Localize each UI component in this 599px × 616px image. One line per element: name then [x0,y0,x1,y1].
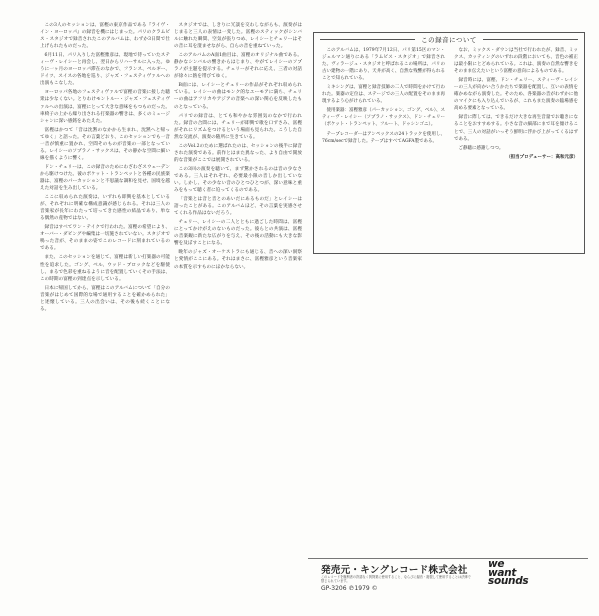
liner-notes-column-2 [174,22,302,577]
info-paragraph: 録音に際しては、できるだけ大きな再生音量でお聴きになることをおすすめする。小さな音の細部にまで耳を傾けることで、三人の対話がいっそう鮮明に浮かび上がってくるはずである。 [454,115,578,142]
paragraph: 6月11日、パリ入りした富樫雅彦は、現地で待っていたスティーヴ・レイシーと再会し、翌日からリハーサルに入った。ゆうに一ヶ月のヨーロッパ滞在のなかで、フランス、ベルギー、ドイツ、スイスの各地を巡り、ジャズ・フェスティヴァルへの出演もこなした。 [40,53,170,87]
paragraph: 晩年のジャズ・オーケストラにも通じる、音への深い洞察と愛情がここにある。それはまさに、富樫雅彦という音楽家の本質を示すものにほかならない。 [174,250,302,270]
publisher-name: 発売元・キングレコード株式会社 [321,565,468,576]
liner-notes-column-1 [40,22,170,577]
catalog-number: GP-3206 ℗1979 © [321,585,378,592]
info-paragraph: このアルバムは、1979年7月12日、パリ第15区のマン・ジェルマン通りにある「ラムビス・スタジオ」で録音された。ヴィラージュ・スタジオと呼ばれるこの場所は、パリの古い建物の一階にあり、天井が高く、自然な残響が得られることで知られている。 [322,48,445,82]
paragraph: このVol.2のために選ばれたのは、セッションの後半に録音された演奏である。前作とはまた異なった、より自由で開放的な音楽がここでは展開されている。 [174,143,302,163]
label-logo [488,560,548,586]
header-rule-left [320,39,415,40]
recording-info-left-column [322,47,445,247]
paragraph: B面には、レイシーとチェリーの作品がそれぞれ収められている。レイシーの曲はモンク的なユーモアに満ち、チェリーの曲はアフリカやアジアの音楽への深い関心を反映したものとなっている。 [174,83,302,110]
logo-line-2: want [488,566,517,579]
paragraph: チェリー、レイシーの二人とともに過ごした時間は、富樫にとってかけがえのないものだった。彼らとの共演は、富樫の音楽観に新たな広がりを与え、その後の活動にも大きな影響を及ぼすことになる。 [174,220,302,247]
paragraph: パリでの録音は、とても和やかな雰囲気のなかで行われた。録音の合間には、チェリーが即興で歌を口ずさみ、富樫がそれにリズムをつけるという場面も見られた。こうした自然な交流が、演奏の随所に生きている。 [174,113,302,140]
info-paragraph: ご静聴に感謝しつつ。 [458,145,504,151]
paragraph: このアルバムのA面1曲目は、富樫のオリジナル曲である。静かなシンバルの響きからはじまり、やがてレイシーのソプラノが主題を提示する。チェリーがそれに応え、三者の対話が徐々に熱を帯びてゆく。 [174,53,302,80]
footer-divider [308,558,588,559]
paragraph: この3人のセッションは、富樫の東京作品である『ライヴ・イン・ヨーロッパ』の録音を機にはじまった。パリのクラムビス・スタジオで録音されたこのアルバムは、わずか3日間で仕上げられたものだった。 [40,23,170,50]
legal-notice: このレコードを権利者の許諾なく賃貸業に使用すること、ならびに録音・複製して使用することは法律で禁じられています。 [321,575,471,583]
info-paragraph: テープレコーダーはアンペックスの24トラックを使用し、76cm/secで録音した。テープはすべてAGFA製である。 [322,131,445,144]
info-paragraph: ミキシングは、富樫と録音技師の二人で時間をかけて行われた。楽器の定位は、ステージでの三人の配置をそのまま再現するよう心がけられている。 [322,85,445,105]
paragraph: 富樫はかつて「音は沈黙のなかから生まれ、沈黙へと帰ってゆく」と語った。その言葉どおり、このセッションでも一音一音が慎重に置かれ、空間そのものが音楽の一部となっている。レイシーのソプラノ・サックスは、その静かな空間に細い線を描くように響く。 [40,127,170,161]
producer-signature: （担当プロデューサー：高和元彦） [506,154,578,160]
recording-info-box [313,32,585,254]
paragraph: ここに収められた演奏は、いずれも即興を基本としているが、それぞれに明確な構成意識が感じられる。それは三人の音楽家が長年にわたって培ってきた感性の結晶であり、単なる偶然の産物ではない。 [40,195,170,222]
info-paragraph: 録音時には、富樫、ドン・チェリー、スティーヴ・レイシーの三人が向かい合うかたちで楽器を配置し、互いの表情を確かめながら演奏した。そのため、各楽器の音がわずかに他のマイクにも入り込んでいるが、これもまた演奏の臨場感を高める要素となっている。 [454,78,578,112]
paragraph: ドン・チェリーは、この録音のためにわざわざスウェーデンから駆けつけた。彼のポケット・トランペットと各種の民族楽器は、富樫のパーカッションと不思議な調和を見せ、国境を越えた対話を生み出している。 [40,164,170,192]
paragraph: この3回の演奏を聴いて、まず驚かされるのは音の少なさである。三人はそれぞれ、必要最小限の音しか出していない。しかし、その少ない音のひとつひとつが、深い意味と重みをもって聴く者に迫ってくるのである。 [174,166,302,194]
header-rule-right [483,39,578,40]
paragraph: また、このセッションを通じて、富樫は新しい打楽器の可能性を追求した。ゴング、ベル、ウッド・ブロックなどを駆使し、まるで色彩を重ねるように音を配置していくその手法は、この時期の富樫の到達点を示している。 [40,255,170,282]
paragraph: 日本に帰国してから、富樫はこのアルバムについて「自分の音楽がはじめて国際的な場で通用することを確かめられた」と述懐している。三人の出会いは、その後も続くことになる。 [40,285,170,312]
logo-line-1: we [488,558,505,570]
info-paragraph: 使用楽器：富樫雅彦（パーカッション、ゴング、ベル）、スティーヴ・レイシー（ソプラノ・サックス）、ドン・チェリー（ポケット・トランペット、フルート、ドゥシンゴニ）。 [322,108,445,128]
logo-line-3: sounds [488,575,529,587]
recording-info-title: この録音について [421,35,477,44]
paragraph: 「音楽とは音と音とのあいだにあるものだ」とレイシーは語ったことがある。このアルバムほど、その言葉を実感させてくれる作品はないだろう。 [174,197,302,217]
paragraph: ヨーロッパ各地のフェスティヴァルで富樫の音楽に接した聴衆は少なくない。とりわけモントルー・ジャズ・フェスティヴァルへの出演は、富樫にとって大きな意味をもつものだった。車椅子の上から繰り出される打楽器の響きは、多くのミュージシャンに深い感銘をあたえた。 [40,90,170,124]
info-paragraph: なお、ミックス・ダウンは当社で行われたが、録音、ミックス、カッティングのいずれの段階においても、音色の補正は最小限にとどめられている。これは、演奏の自然な響きをそのまま伝えたいという富樫の意向によるものである。 [454,48,578,75]
paragraph: スタジオでは、しきりに冗談を交わしながらも、演奏がはじまると三人の表情は一変した。富樫のスティックがシンバルに触れた瞬間、空気が張りつめ、レイシーとチェリーはその音に耳を澄ませながら、自らの音を重ねていった。 [174,23,302,50]
paragraph: 録音はすべてワン・テイクで行われた。富樫の希望により、オーバー・ダビングや編集は一切施されていない。スタジオで鳴った音が、そのままの姿でこのレコードに刻まれているのである。 [40,225,170,252]
recording-info-header [314,33,584,45]
recording-info-right-body [454,47,578,152]
recording-info-right-column [454,47,578,247]
